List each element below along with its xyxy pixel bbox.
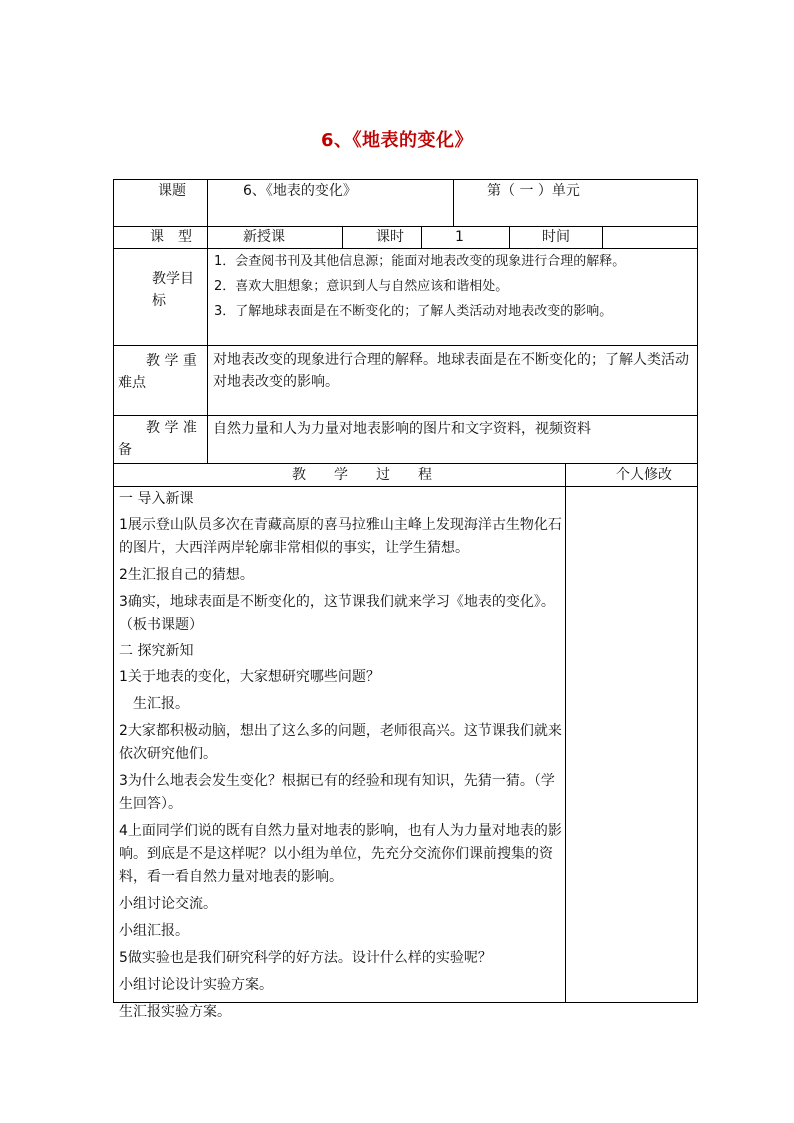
lesson-type-label: 课 型	[150, 229, 192, 245]
process-line: 小组汇报。	[119, 923, 189, 939]
process-header: 教 学 过 程	[292, 467, 432, 483]
process-line: 2大家都积极动脑，想出了这么多的问题，老师很高兴。这节课我们就来依次研究他们。	[119, 723, 562, 762]
side-header: 个人修改	[616, 467, 672, 483]
process-line: 3确实，地球表面是不断变化的，这节课我们就来学习《地表的变化》。（板书课题）	[119, 594, 555, 633]
process-line: 生汇报。	[119, 696, 189, 712]
topic-value: 6、《地表的变化》	[243, 183, 357, 199]
topic-label: 课题	[158, 183, 186, 199]
prep-text: 自然力量和人为力量对地表影响的图片和文字资料，视频资料	[213, 421, 591, 437]
keypoints-text: 对地表改变的现象进行合理的解释。地球表面是在不断变化的；了解人类活动对地表改变的影响。	[213, 352, 689, 390]
process-line: 2生汇报自己的猜想。	[119, 567, 254, 583]
process-line: 小组讨论设计实验方案。	[119, 977, 273, 993]
hours-label: 课时	[376, 229, 404, 245]
process-line: 二 探究新知	[119, 643, 194, 659]
keypoints-label: 教 学 重 难点	[118, 353, 197, 391]
unit-value: 第（ 一 ）单元	[487, 183, 580, 199]
document-title: 6、《地表的变化》	[320, 130, 474, 151]
process-line: 小组讨论交流。	[119, 896, 217, 912]
process-line: 1展示登山队员多次在青藏高原的喜马拉雅山主峰上发现海洋古生物化石的图片，大西洋两岸轮廓非常相似的事实，让学生猜想。	[119, 517, 562, 556]
process-line: 5做实验也是我们研究科学的好方法。设计什么样的实验呢？	[119, 950, 492, 966]
process-line: 生汇报实验方案。	[119, 1004, 231, 1020]
process-line: 4上面同学们说的既有自然力量对地表的影响，也有人为力量对地表的影响。到底是不是这样呢？以小组为单位，先充分交流你们课前搜集的资料，看一看自然力量对地表的影响。	[119, 823, 562, 885]
time-label: 时间	[542, 229, 570, 245]
process-line: 3为什么地表会发生变化？根据已有的经验和现有知识，先猜一猜。（学生回答）。	[119, 773, 555, 812]
goals-label: 教学目标	[152, 271, 194, 309]
process-body	[119, 488, 563, 1024]
hours-value: 1	[455, 229, 464, 245]
goal-item: 1．会查阅书刊及其他信息源；能面对地表改变的现象进行合理的解释。	[214, 254, 626, 269]
process-line: 一 导入新课	[119, 491, 194, 507]
process-line: 1关于地表的变化，大家想研究哪些问题？	[119, 669, 380, 685]
goal-item: 2．喜欢大胆想象；意识到人与自然应该和谐相处。	[214, 279, 509, 294]
goal-item: 3．了解地球表面是在不断变化的；了解人类活动对地表改变的影响。	[214, 304, 613, 319]
prep-label: 教 学 准 备	[118, 420, 197, 458]
lesson-type-value: 新授课	[243, 229, 285, 245]
